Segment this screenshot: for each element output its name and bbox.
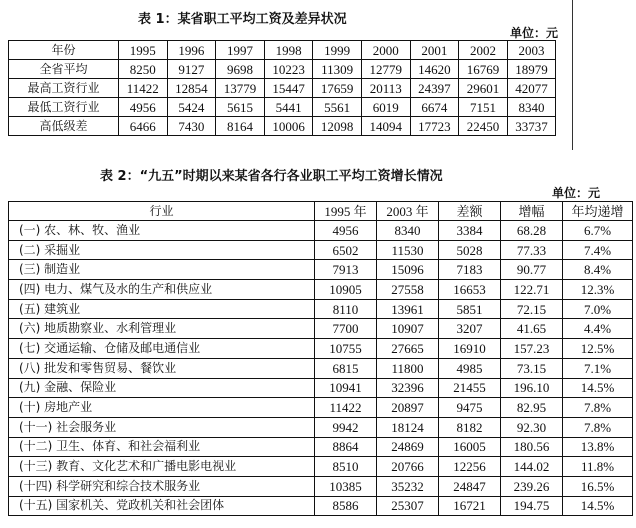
table2-industry-name: (十五) 国家机关、党政机关和社会团体 bbox=[9, 496, 315, 516]
table2-row bbox=[9, 496, 633, 516]
table1-year-header: 2000 bbox=[361, 41, 410, 60]
table2-industry-name: (十一) 社会服务业 bbox=[9, 417, 315, 437]
table2-cell: 24869 bbox=[377, 437, 439, 457]
table1-cell: 22450 bbox=[459, 117, 508, 136]
table1-cell: 17723 bbox=[410, 117, 459, 136]
table2-cell: 180.56 bbox=[501, 437, 563, 457]
table1-cell: 33737 bbox=[507, 117, 556, 136]
table2-header-row bbox=[9, 202, 633, 221]
table2-industry-name: (八) 批发和零售贸易、餐饮业 bbox=[9, 358, 315, 378]
table1-year-header: 2001 bbox=[410, 41, 459, 60]
table2-cell: 4985 bbox=[439, 358, 501, 378]
table1-cell: 10223 bbox=[264, 60, 313, 79]
table2-cell: 12.5% bbox=[563, 339, 633, 359]
table2-cell: 24847 bbox=[439, 476, 501, 496]
table2-cell: 8340 bbox=[377, 221, 439, 241]
table1-year-header: 1995 bbox=[119, 41, 168, 60]
table2-row bbox=[9, 221, 633, 241]
table1-year-header: 1999 bbox=[313, 41, 362, 60]
table2-cell: 7.4% bbox=[563, 240, 633, 260]
table2-row bbox=[9, 476, 633, 496]
table2-cell: 7.0% bbox=[563, 299, 633, 319]
table2-industry-name: (九) 金融、保险业 bbox=[9, 378, 315, 398]
table2-cell: 5028 bbox=[439, 240, 501, 260]
table2-column-header: 1995 年 bbox=[315, 202, 377, 221]
table2-cell: 16.5% bbox=[563, 476, 633, 496]
table2-cell: 16005 bbox=[439, 437, 501, 457]
table2-cell: 144.02 bbox=[501, 457, 563, 477]
table2-cell: 82.95 bbox=[501, 398, 563, 418]
table2-cell: 12.3% bbox=[563, 280, 633, 300]
table2-cell: 27558 bbox=[377, 280, 439, 300]
table1-cell: 12779 bbox=[361, 60, 410, 79]
table2-row bbox=[9, 417, 633, 437]
table1-row-label: 最低工资行业 bbox=[9, 98, 119, 117]
table1-row bbox=[9, 117, 556, 136]
table2-industry-name: (十) 房地产业 bbox=[9, 398, 315, 418]
table2-cell: 77.33 bbox=[501, 240, 563, 260]
table2-cell: 32396 bbox=[377, 378, 439, 398]
table2-cell: 25307 bbox=[377, 496, 439, 516]
table1-header-label: 年份 bbox=[9, 41, 119, 60]
table2-cell: 3384 bbox=[439, 221, 501, 241]
table2-cell: 196.10 bbox=[501, 378, 563, 398]
table2-cell: 7.8% bbox=[563, 417, 633, 437]
table1-cell: 8340 bbox=[507, 98, 556, 117]
table1-cell: 12098 bbox=[313, 117, 362, 136]
table1-cell: 5441 bbox=[264, 98, 313, 117]
table2-row bbox=[9, 398, 633, 418]
table2-cell: 8.4% bbox=[563, 260, 633, 280]
table2-cell: 11530 bbox=[377, 240, 439, 260]
table1-cell: 8164 bbox=[216, 117, 265, 136]
table2-cell: 16653 bbox=[439, 280, 501, 300]
table2-industry-name: (十四) 科学研究和综合技术服务业 bbox=[9, 476, 315, 496]
table2-cell: 5851 bbox=[439, 299, 501, 319]
table2-cell: 16721 bbox=[439, 496, 501, 516]
table1-cell: 9698 bbox=[216, 60, 265, 79]
table2-industry-name: (十二) 卫生、体育、和社会福利业 bbox=[9, 437, 315, 457]
table2-row bbox=[9, 339, 633, 359]
table2-cell: 7913 bbox=[315, 260, 377, 280]
table1-unit: 单位：元 bbox=[510, 26, 559, 40]
table2-cell: 10905 bbox=[315, 280, 377, 300]
page-edge-line bbox=[572, 0, 573, 150]
table2-row bbox=[9, 299, 633, 319]
table1-cell: 8250 bbox=[119, 60, 168, 79]
table2-cell: 41.65 bbox=[501, 319, 563, 339]
table2-cell: 7700 bbox=[315, 319, 377, 339]
table1-cell: 17659 bbox=[313, 79, 362, 98]
table2-cell: 16910 bbox=[439, 339, 501, 359]
table2-row bbox=[9, 358, 633, 378]
table2-cell: 11.8% bbox=[563, 457, 633, 477]
table1 bbox=[8, 40, 556, 136]
table1-cell: 11422 bbox=[119, 79, 168, 98]
table2-cell: 8510 bbox=[315, 457, 377, 477]
table1-cell: 24397 bbox=[410, 79, 459, 98]
table1-cell: 14620 bbox=[410, 60, 459, 79]
table1-cell: 7430 bbox=[167, 117, 216, 136]
table2-row bbox=[9, 260, 633, 280]
table2-cell: 6502 bbox=[315, 240, 377, 260]
table2-cell: 3207 bbox=[439, 319, 501, 339]
table1-year-header: 1996 bbox=[167, 41, 216, 60]
table2-cell: 10941 bbox=[315, 378, 377, 398]
table2-cell: 27665 bbox=[377, 339, 439, 359]
table2-cell: 90.77 bbox=[501, 260, 563, 280]
table2-cell: 20897 bbox=[377, 398, 439, 418]
table1-cell: 9127 bbox=[167, 60, 216, 79]
table2-cell: 35232 bbox=[377, 476, 439, 496]
table1-year-header: 1997 bbox=[216, 41, 265, 60]
table1-row bbox=[9, 79, 556, 98]
table1-cell: 4956 bbox=[119, 98, 168, 117]
table2-cell: 4.4% bbox=[563, 319, 633, 339]
table1-row bbox=[9, 60, 556, 79]
table2-cell: 8182 bbox=[439, 417, 501, 437]
table2-cell: 9475 bbox=[439, 398, 501, 418]
table2-cell: 8586 bbox=[315, 496, 377, 516]
table2-cell: 4956 bbox=[315, 221, 377, 241]
table2-cell: 72.15 bbox=[501, 299, 563, 319]
table1-cell: 10006 bbox=[264, 117, 313, 136]
table2-industry-name: (六) 地质勘察业、水利管理业 bbox=[9, 319, 315, 339]
table1-cell: 20113 bbox=[361, 79, 410, 98]
table1-cell: 6674 bbox=[410, 98, 459, 117]
table2-column-header: 增幅 bbox=[501, 202, 563, 221]
table2-cell: 194.75 bbox=[501, 496, 563, 516]
table2-cell: 239.26 bbox=[501, 476, 563, 496]
table1-row-label: 最高工资行业 bbox=[9, 79, 119, 98]
table1-year-header: 1998 bbox=[264, 41, 313, 60]
table1-cell: 6466 bbox=[119, 117, 168, 136]
table1-row bbox=[9, 98, 556, 117]
table2-column-header: 年均递增 bbox=[563, 202, 633, 221]
table2-cell: 20766 bbox=[377, 457, 439, 477]
table2-row bbox=[9, 378, 633, 398]
table1-cell: 29601 bbox=[459, 79, 508, 98]
table2 bbox=[8, 201, 633, 516]
table1-title: 表 1：某省职工平均工资及差异状况 bbox=[138, 12, 347, 27]
table2-cell: 6815 bbox=[315, 358, 377, 378]
table2-industry-name: (四) 电力、煤气及水的生产和供应业 bbox=[9, 280, 315, 300]
table2-cell: 14.5% bbox=[563, 378, 633, 398]
table2-cell: 13.8% bbox=[563, 437, 633, 457]
table2-cell: 15096 bbox=[377, 260, 439, 280]
table2-cell: 14.5% bbox=[563, 496, 633, 516]
table2-column-header: 行业 bbox=[9, 202, 315, 221]
table1-header-row bbox=[9, 41, 556, 60]
table1-row-label: 全省平均 bbox=[9, 60, 119, 79]
table1-cell: 7151 bbox=[459, 98, 508, 117]
table2-column-header: 2003 年 bbox=[377, 202, 439, 221]
table1-year-header: 2003 bbox=[507, 41, 556, 60]
table2-industry-name: (七) 交通运输、仓储及邮电通信业 bbox=[9, 339, 315, 359]
table2-row bbox=[9, 437, 633, 457]
table2-cell: 11800 bbox=[377, 358, 439, 378]
table1-cell: 6019 bbox=[361, 98, 410, 117]
table2-industry-name: (五) 建筑业 bbox=[9, 299, 315, 319]
table2-industry-name: (一) 农、林、牧、渔业 bbox=[9, 221, 315, 241]
table2-industry-name: (十三) 教育、文化艺术和广播电影电视业 bbox=[9, 457, 315, 477]
table1-cell: 18979 bbox=[507, 60, 556, 79]
table2-cell: 12256 bbox=[439, 457, 501, 477]
table2-column-header: 差额 bbox=[439, 202, 501, 221]
table2-cell: 9942 bbox=[315, 417, 377, 437]
table2-row bbox=[9, 457, 633, 477]
table2-cell: 10755 bbox=[315, 339, 377, 359]
table2-industry-name: (三) 制造业 bbox=[9, 260, 315, 280]
table2-cell: 92.30 bbox=[501, 417, 563, 437]
table1-cell: 12854 bbox=[167, 79, 216, 98]
table1-cell: 5561 bbox=[313, 98, 362, 117]
table1-cell: 14094 bbox=[361, 117, 410, 136]
table2-cell: 18124 bbox=[377, 417, 439, 437]
table2-cell: 122.71 bbox=[501, 280, 563, 300]
table1-cell: 15447 bbox=[264, 79, 313, 98]
table2-cell: 8110 bbox=[315, 299, 377, 319]
table2-cell: 7.8% bbox=[563, 398, 633, 418]
table2-cell: 7.1% bbox=[563, 358, 633, 378]
table1-cell: 5615 bbox=[216, 98, 265, 117]
table2-row bbox=[9, 319, 633, 339]
table2-unit: 单位：元 bbox=[552, 186, 601, 200]
table2-cell: 10907 bbox=[377, 319, 439, 339]
table2-cell: 11422 bbox=[315, 398, 377, 418]
table2-row bbox=[9, 240, 633, 260]
table2-cell: 73.15 bbox=[501, 358, 563, 378]
table1-year-header: 2002 bbox=[459, 41, 508, 60]
table2-cell: 21455 bbox=[439, 378, 501, 398]
table2-cell: 157.23 bbox=[501, 339, 563, 359]
table2-row bbox=[9, 280, 633, 300]
table2-industry-name: (二) 采掘业 bbox=[9, 240, 315, 260]
table1-cell: 11309 bbox=[313, 60, 362, 79]
table1-cell: 5424 bbox=[167, 98, 216, 117]
table2-cell: 8864 bbox=[315, 437, 377, 457]
table2-cell: 7183 bbox=[439, 260, 501, 280]
table2-cell: 68.28 bbox=[501, 221, 563, 241]
table1-cell: 16769 bbox=[459, 60, 508, 79]
table1-cell: 42077 bbox=[507, 79, 556, 98]
table2-cell: 13961 bbox=[377, 299, 439, 319]
table1-cell: 13779 bbox=[216, 79, 265, 98]
table1-row-label: 高低级差 bbox=[9, 117, 119, 136]
table2-title: 表 2：“九五”时期以来某省各行各业职工平均工资增长情况 bbox=[100, 169, 443, 184]
table2-cell: 6.7% bbox=[563, 221, 633, 241]
table2-cell: 10385 bbox=[315, 476, 377, 496]
